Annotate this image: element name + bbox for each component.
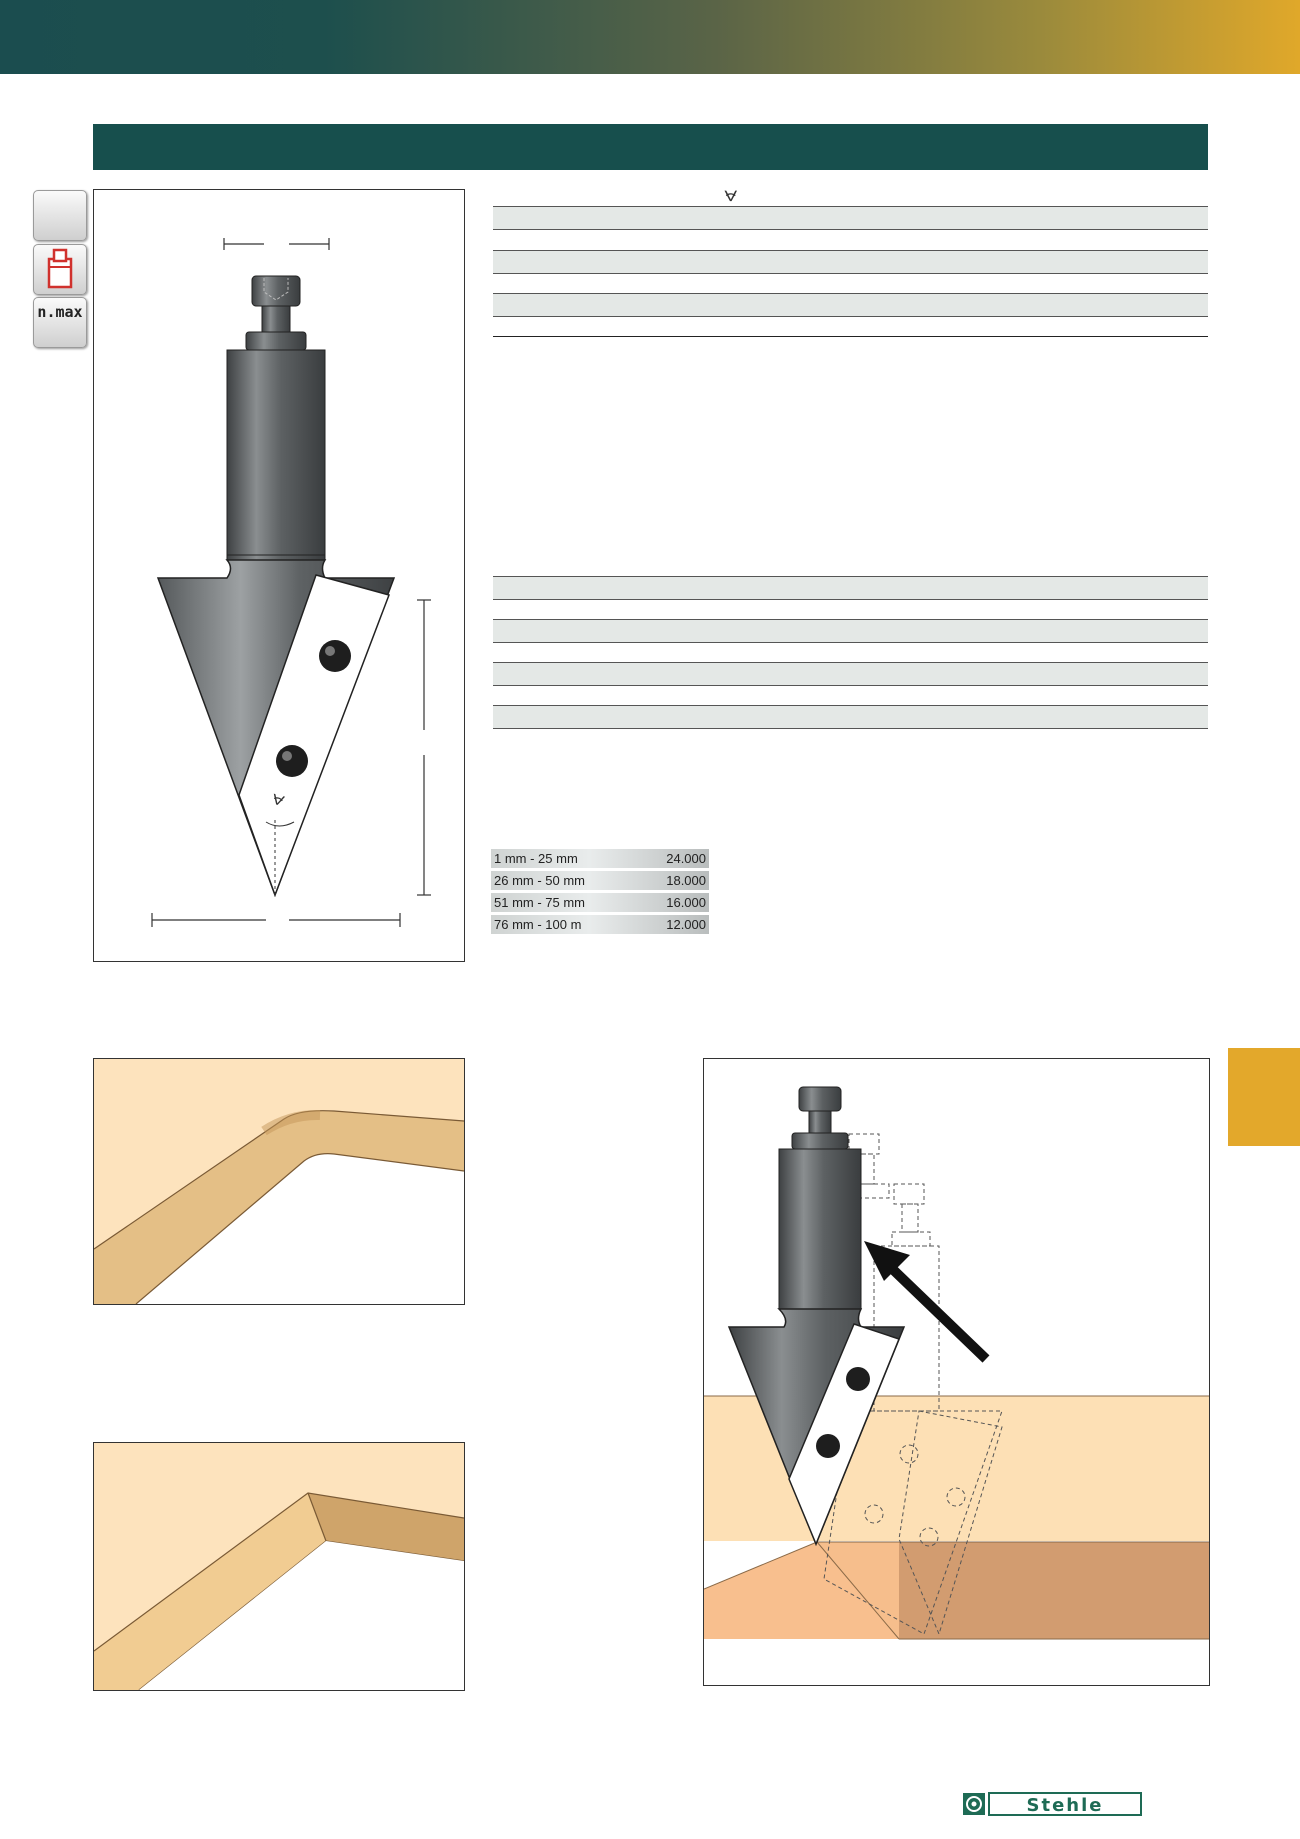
top-header-band [0, 0, 1300, 74]
rounded-fold-illustration [93, 1058, 465, 1305]
spec-row [493, 576, 1208, 600]
speed-range: 1 mm - 25 mm [494, 851, 578, 866]
speed-range: 51 mm - 75 mm [494, 895, 586, 910]
section-tab [1228, 1048, 1300, 1146]
v-groove-cutter-drawing [94, 190, 464, 961]
speed-rpm: 16.000 [666, 895, 706, 910]
angle-symbol: ∢ [269, 791, 290, 810]
logo-text: Stehle [1026, 1795, 1104, 1816]
spec-row [493, 662, 1208, 686]
speed-row [491, 871, 709, 890]
spec-row [493, 293, 1208, 317]
n-max-icon [33, 297, 87, 348]
speed-range: 76 mm - 100 m [494, 917, 582, 932]
spec-row [493, 206, 1208, 230]
spec-row [493, 619, 1208, 643]
speed-row [491, 893, 709, 912]
speed-range: 26 mm - 50 mm [494, 873, 586, 888]
title-bar [93, 124, 1208, 170]
speed-row [491, 849, 709, 868]
stehle-logo [963, 1790, 1143, 1818]
spec-row [493, 250, 1208, 274]
speed-rpm: 12.000 [666, 917, 706, 932]
sharp-fold-illustration [93, 1442, 465, 1691]
blank-icon [33, 190, 87, 241]
clamp-icon [34, 245, 86, 294]
speed-rpm: 18.000 [666, 873, 706, 888]
speed-rpm: 24.000 [666, 851, 706, 866]
tool-drawing-panel [93, 189, 465, 962]
cutter-holder-icon [33, 244, 87, 295]
speed-row [491, 915, 709, 934]
spec-row [493, 705, 1208, 729]
n-max-label: n.max [37, 303, 83, 321]
cutting-operation-illustration [703, 1058, 1210, 1686]
spec-header-angle: ∢ [722, 188, 742, 204]
spec-table-bottom-rule [493, 336, 1208, 337]
